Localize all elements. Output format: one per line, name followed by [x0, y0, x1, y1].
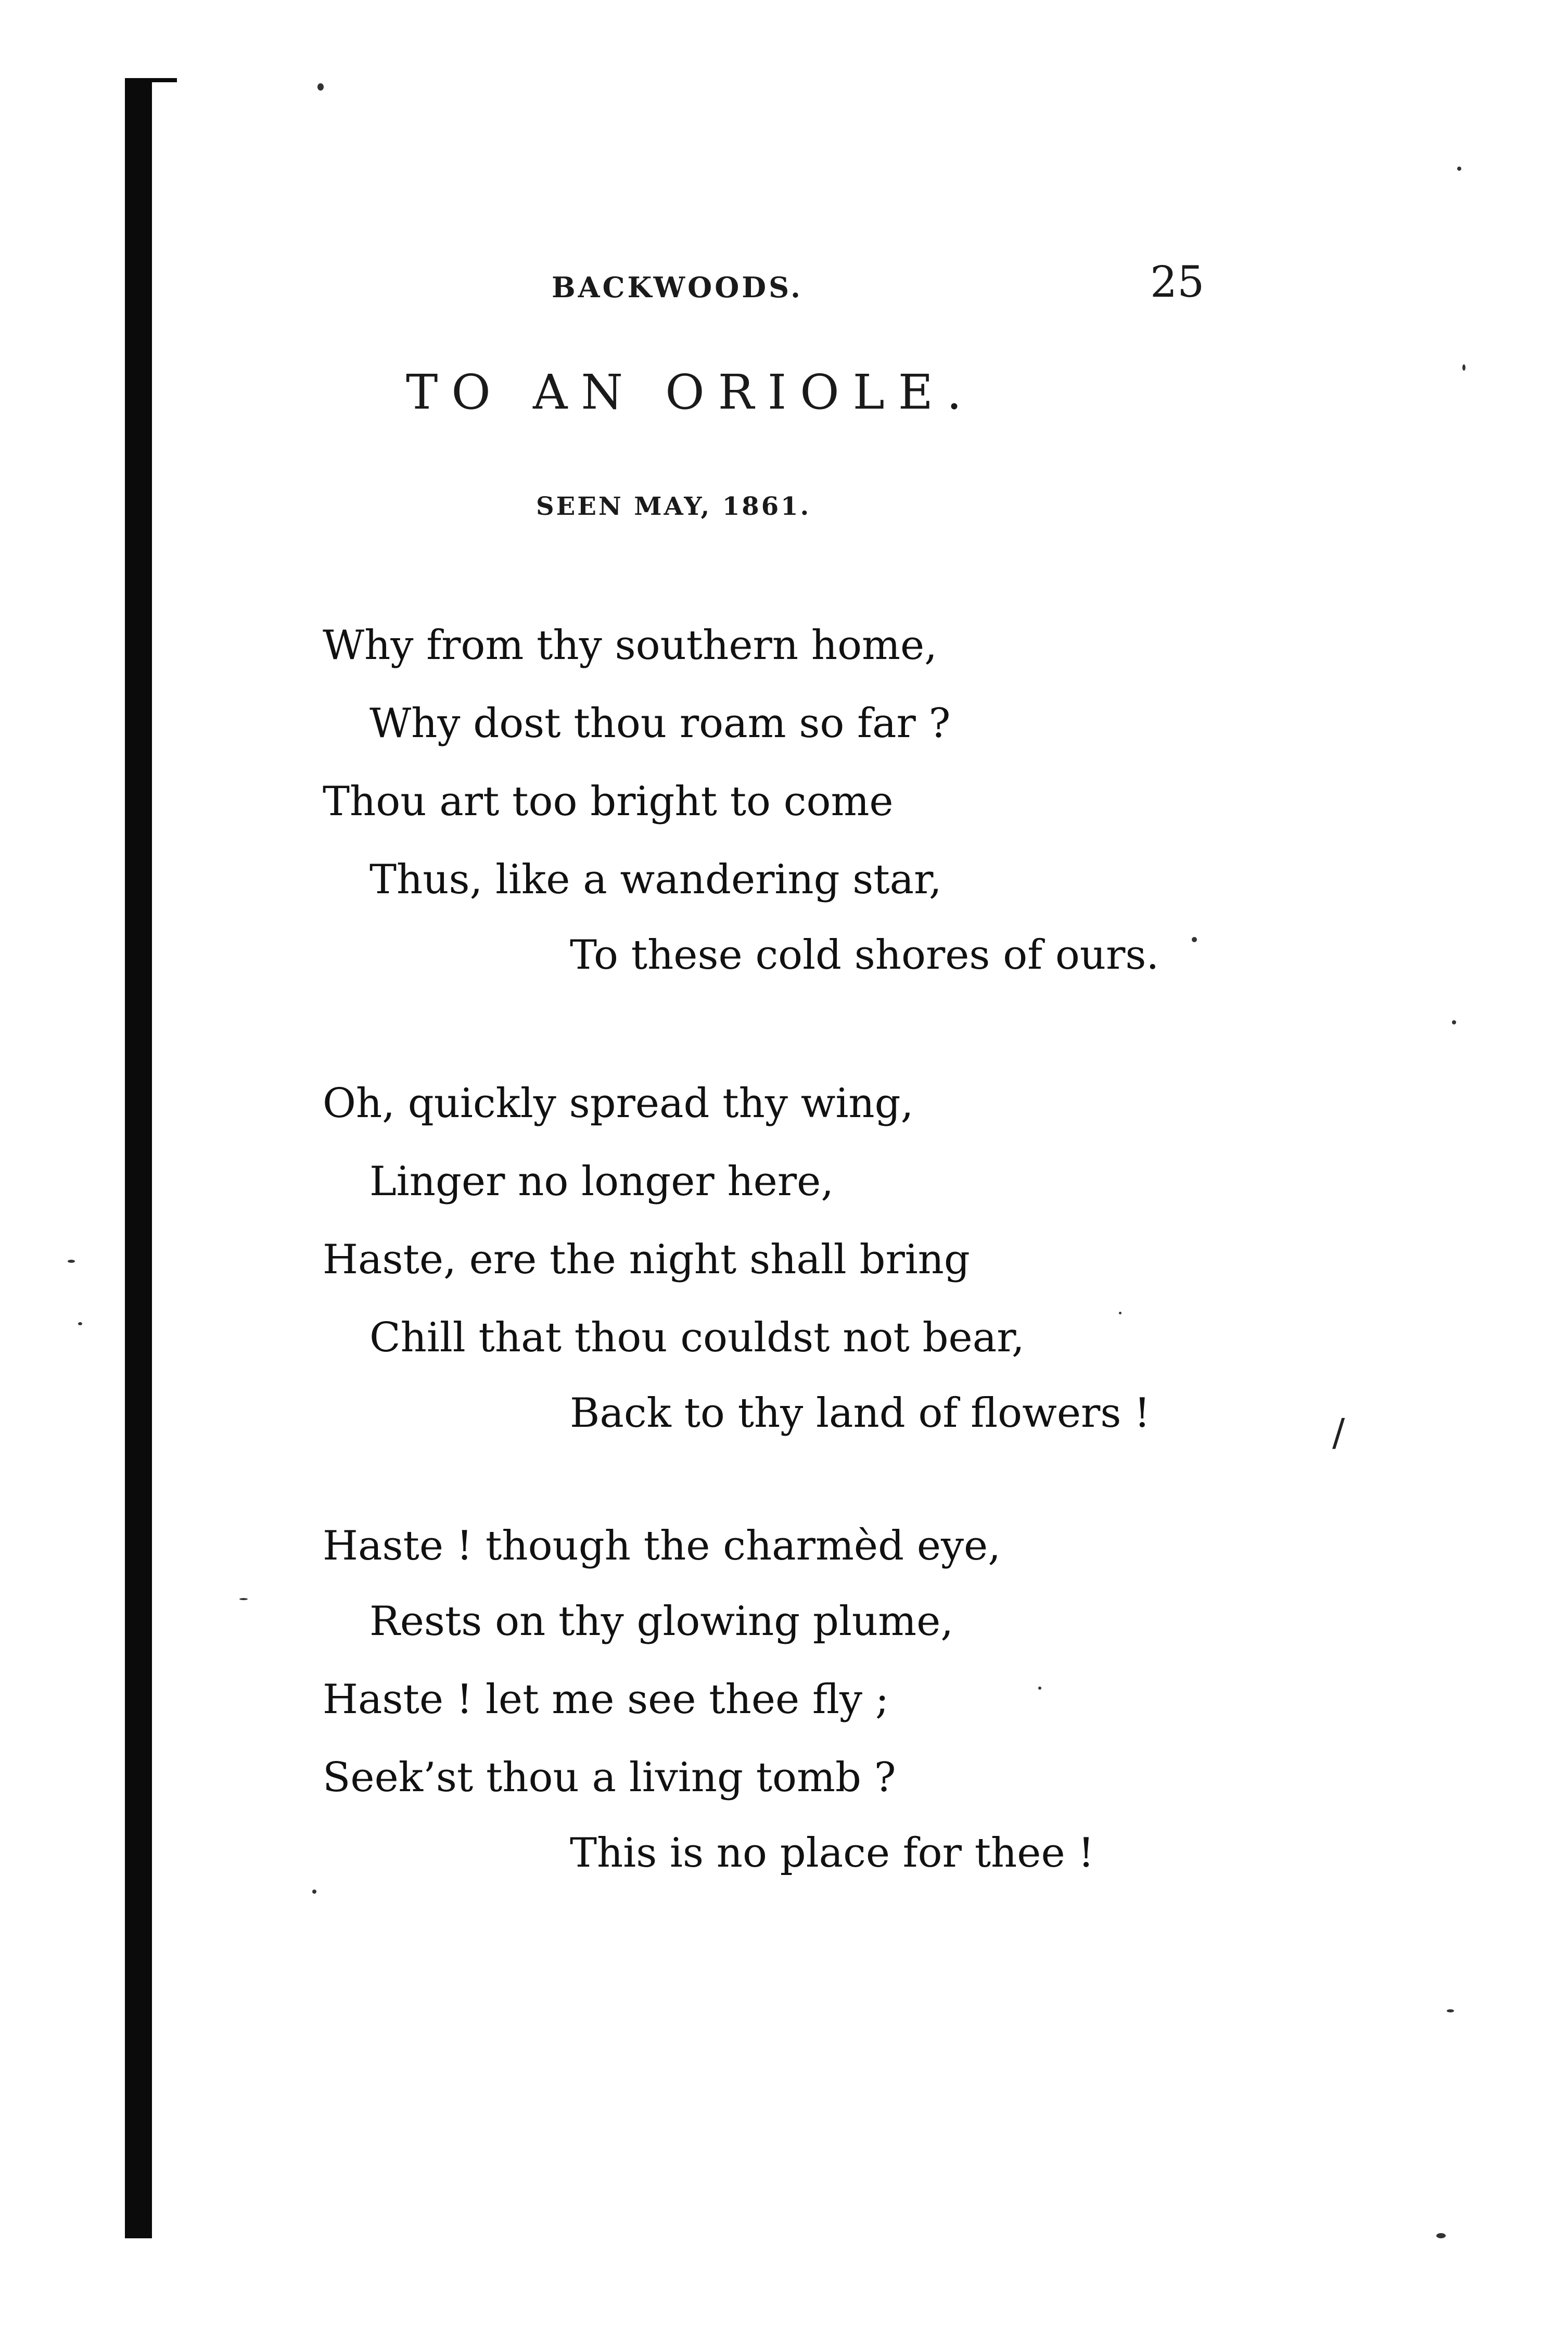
- running-head: BACKWOODS.: [552, 271, 803, 304]
- scan-speck: [312, 1890, 316, 1894]
- scan-speck: [1436, 2233, 1446, 2238]
- poem-subtitle: SEEN MAY, 1861.: [536, 492, 811, 521]
- poem-title: TO AN ORIOLE.: [406, 364, 976, 420]
- poem-line: Why from thy southern home,: [323, 622, 937, 669]
- poem-line: Oh, quickly spread thy wing,: [323, 1080, 914, 1127]
- scan-speck: [78, 1322, 82, 1325]
- scan-speck: [239, 1598, 248, 1600]
- poem-line: Thou art too bright to come: [323, 778, 894, 825]
- poem-line: Haste, ere the night shall bring: [323, 1236, 970, 1283]
- page-number: 25: [1150, 258, 1205, 307]
- scan-speck: [1452, 1020, 1456, 1024]
- scan-speck: [1038, 1687, 1041, 1690]
- scan-speck: [1447, 2009, 1454, 2012]
- poem-line: Thus, like a wandering star,: [369, 856, 942, 903]
- poem-line: Back to thy land of flowers !: [570, 1390, 1151, 1437]
- scan-speck: [1462, 364, 1465, 371]
- binding-edge: [125, 78, 152, 2238]
- binding-edge-top: [125, 78, 177, 82]
- poem-line: Why dost thou roam so far ?: [369, 700, 951, 747]
- poem-line: Rests on thy glowing plume,: [369, 1598, 954, 1645]
- scan-speck: [68, 1260, 75, 1263]
- poem-line: Chill that thou couldst not bear,: [369, 1314, 1025, 1361]
- poem-line: This is no place for thee !: [570, 1830, 1094, 1877]
- scan-speck: [1192, 937, 1197, 942]
- poem-line: To these cold shores of ours.: [570, 932, 1159, 979]
- scan-speck: [1457, 167, 1461, 171]
- poem-line: Haste ! though the charmèd eye,: [323, 1523, 1001, 1569]
- poem-line: Linger no longer here,: [369, 1158, 834, 1205]
- pencil-mark: /: [1332, 1411, 1345, 1454]
- scan-speck: [1119, 1312, 1121, 1314]
- scan-speck: [317, 83, 324, 91]
- poem-line: Seek’st thou a living tomb ?: [323, 1754, 896, 1801]
- poem-line: Haste ! let me see thee fly ;: [323, 1676, 889, 1723]
